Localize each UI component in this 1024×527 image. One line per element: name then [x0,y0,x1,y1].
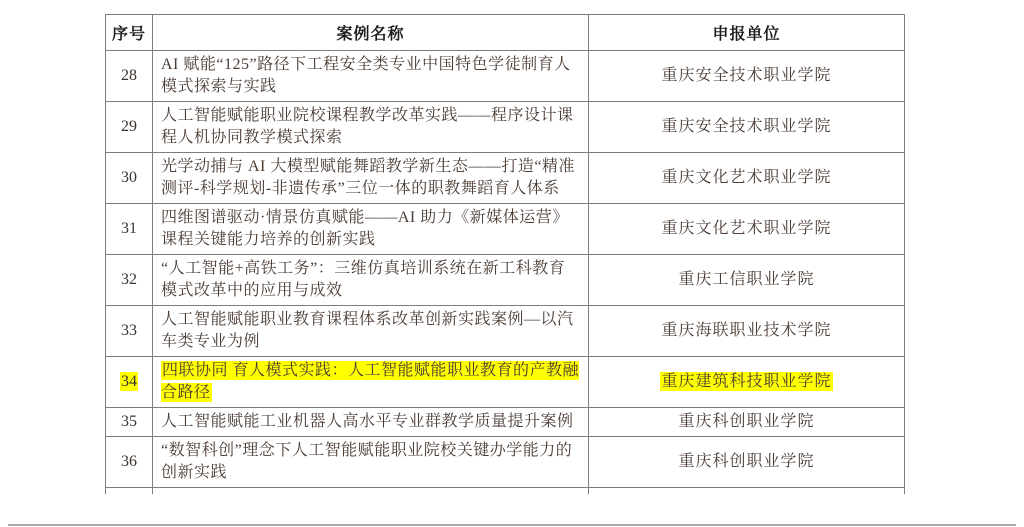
case-name-cell: AI 赋能“125”路径下工程安全类专业中国特色学徒制育人模式探索与实践 [153,51,589,102]
case-name-cell: 人工智能赋能职业教育课程体系改革创新实践案例—以汽车类专业为例 [153,306,589,357]
case-number-cell [106,357,153,408]
case-name-cell: “人工智能+高铁工务”：三维仿真培训系统在新工科教育模式改革中的应用与成效 [153,255,589,306]
table-row [106,408,905,437]
table-row [106,306,905,357]
case-number-cell: 31 [106,204,153,255]
highlight-mark: 34 [121,373,137,390]
applicant-cell: 重庆海联职业技术学院 [589,306,905,357]
table-row [106,153,905,204]
applicant-cell: 重庆安全技术职业学院 [589,102,905,153]
case-name-cell: 光学动捕与 AI 大模型赋能舞蹈教学新生态——打造“精准测评-科学规划-非遗传承”三位一体的职教舞蹈育人体系 [153,153,589,204]
clipped-cell [106,488,153,495]
case-name-cell [153,357,589,408]
case-number-cell: 29 [106,102,153,153]
case-name-cell: 人工智能赋能工业机器人高水平专业群教学质量提升案例 [153,408,589,437]
cases-table [105,14,905,494]
applicant-cell: 重庆科创职业学院 [589,408,905,437]
applicant-cell [589,357,905,408]
clipped-cell [153,488,589,495]
applicant-cell: 重庆工信职业学院 [589,255,905,306]
clipped-cell [589,488,905,495]
case-name-cell: 四维图谱驱动·情景仿真赋能——AI 助力《新媒体运营》课程关键能力培养的创新实践 [153,204,589,255]
applicant-cell: 重庆文化艺术职业学院 [589,153,905,204]
applicant-cell: 重庆安全技术职业学院 [589,51,905,102]
applicant-cell: 重庆科创职业学院 [589,437,905,488]
case-number-cell: 35 [106,408,153,437]
table-row [106,102,905,153]
header-row [106,15,905,51]
table-row [106,51,905,102]
highlight-mark: 四联协同 育人模式实践：人工智能赋能职业教育的产教融合路径 [161,362,580,401]
table-row [106,204,905,255]
table-row [106,255,905,306]
case-number-cell: 33 [106,306,153,357]
case-number-cell: 28 [106,51,153,102]
page-bottom-edge [8,524,1016,526]
highlight-mark: 重庆建筑科技职业学院 [661,373,832,390]
case-name-cell: 人工智能赋能职业院校课程教学改革实践——程序设计课程人机协同教学模式探索 [153,102,589,153]
case-number-cell: 36 [106,437,153,488]
table-row [106,437,905,488]
column-header-case-name: 案例名称 [153,15,589,51]
column-header-index: 序号 [106,15,153,51]
case-name-cell: “数智科创”理念下人工智能赋能职业院校关键办学能力的创新实践 [153,437,589,488]
case-number-cell: 32 [106,255,153,306]
cases-table-container [105,14,904,494]
column-header-applicant: 申报单位 [589,15,905,51]
applicant-cell: 重庆文化艺术职业学院 [589,204,905,255]
table-row [106,357,905,408]
case-number-cell: 30 [106,153,153,204]
clipped-next-row [106,488,905,495]
